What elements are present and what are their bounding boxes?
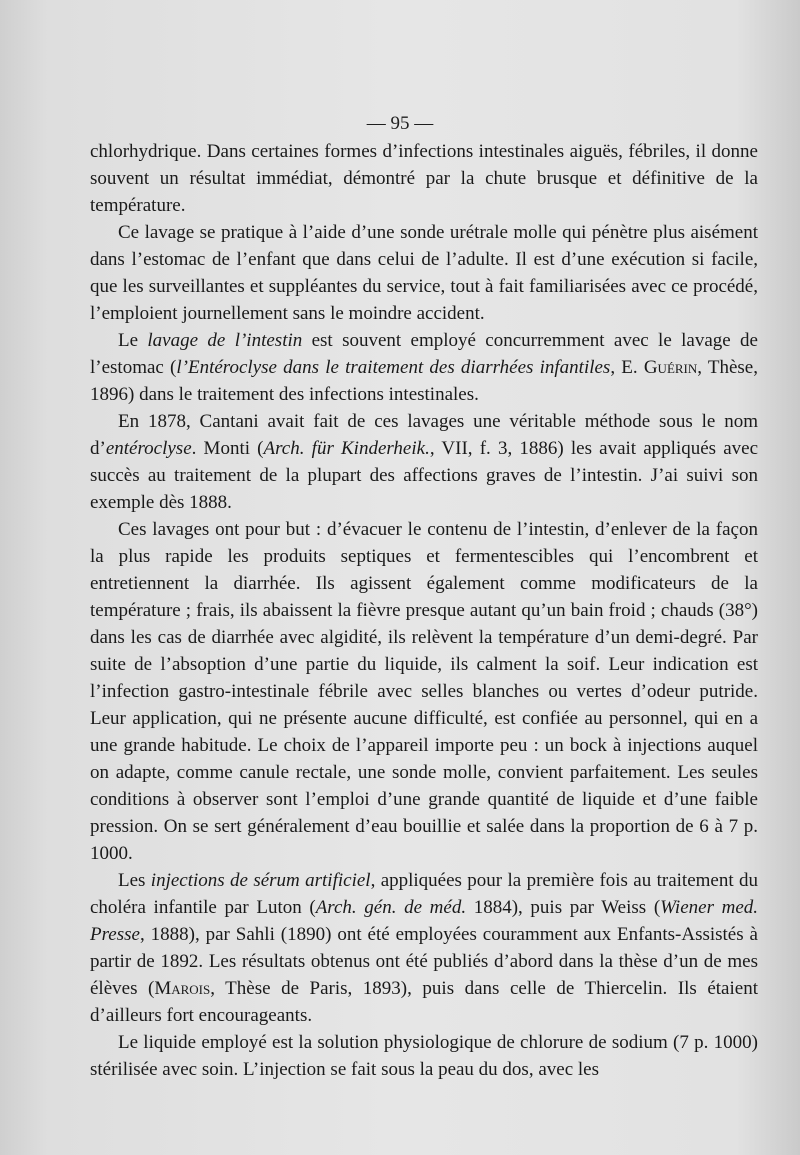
italic-text: Wiener med. Presse: [90, 897, 759, 945]
paragraph: [90, 327, 758, 408]
text-run: 1884), puis par Weiss (: [466, 897, 661, 918]
paragraph: [90, 867, 758, 1029]
text-run: Ce lavage se pratique à l’aide d’une sonde urétrale molle qui pénètre plus aisément dans l’estomac de l’enfant que dans celui de l’adulte. Il est d’une exécution si facile, que les surveillantes et suppléantes du service, tout à fait familiarisées avec ce procédé, l’emploient journellement sans le moindre accident.: [90, 222, 758, 324]
small-caps-name: Marois: [154, 978, 211, 999]
paragraph: [90, 138, 758, 219]
italic-text: injections de sérum artificiel: [150, 870, 371, 891]
text-run: Le liquide employé est la solution physiologique de chlorure de sodium (7 p. 1000) stérilisée avec soin. L’injection se fait sous la peau du dos, avec les: [90, 1032, 758, 1080]
italic-text: Arch. für Kinderheik.: [263, 438, 430, 459]
small-caps-name: Guérin: [643, 357, 698, 378]
text-run: , E.: [610, 357, 644, 378]
text-run: , Thèse de Paris, 1893), puis dans celle de Thiercelin. Ils étaient d’ailleurs fort encourageants.: [90, 978, 758, 1026]
text-run: chlorhydrique. Dans certaines formes d’infections intestinales aiguës, fébriles, il donne souvent un résultat immédiat, démontré par la chute brusque et définitive de la température.: [90, 141, 758, 216]
paragraph: [90, 408, 758, 516]
text-run: , Thèse, 1896) dans le traitement des infections intestinales.: [90, 357, 758, 405]
italic-text: entéroclyse: [105, 438, 192, 459]
body-text: [90, 138, 758, 1083]
paragraph: [90, 1029, 758, 1083]
text-run: est souvent employé concurremment avec le lavage de l’estomac (: [90, 330, 758, 378]
italic-text: Arch. gén. de méd.: [315, 897, 467, 918]
text-run: Ces lavages ont pour but : d’évacuer le contenu de l’intestin, d’enlever de la façon la plus rapide les produits septiques et fermentescibles qui l’encombrent et entretiennent la diarrhée. Ils agissent également comme modificateurs de la température ; frais, ils abaissent la fièvre presque autant qu’un bain froid ; chauds (38°) dans les cas de diarrhée avec algidité, ils relèvent la température d’un demi-degré. Par suite de l’absoption d’une partie du liquide, ils calment la soif. Leur indication est l’infection gastro-intestinale fébrile avec selles blanches ou vertes d’odeur putride. Leur application, qui ne présente aucune difficulté, est confiée au personnel, qui en a une grande habitude. Le choix de l’appareil importe peu : un bock à injections auquel on adapte, comme canule rectale, une sonde molle, convient parfaitement. Les seules conditions à observer sont l’emploi d’une grande quantité de liquide et d’une faible pression. On se sert généralement d’eau bouillie et salée dans la proportion de 6 à 7 p. 1000.: [90, 519, 758, 864]
text-run: Les: [118, 870, 151, 891]
text-run: , appliquées pour la première fois au traitement du choléra infantile par Luton (: [90, 870, 758, 918]
text-run: , 1888), par Sahli (1890) ont été employées couramment aux Enfants-Assistés à partir de 1892. Les résultats obtenus ont été publiés d’abord dans la thèse d’un de mes élèves (: [90, 924, 758, 999]
paragraph: [90, 219, 758, 327]
text-run: , VII, f. 3, 1886) les avait appliqués avec succès au traitement de la plupart des affections graves de l’intestin. J’ai suivi son exemple dès 1888.: [90, 438, 759, 513]
paragraph: [90, 516, 758, 867]
text-run: Le: [118, 330, 148, 351]
italic-text: l’Entéroclyse dans le traitement des diarrhées infantiles: [176, 357, 611, 378]
italic-text: lavage de l’intestin: [147, 330, 303, 351]
page-number: — 95 —: [366, 113, 434, 134]
text-run: En 1878, Cantani avait fait de ces lavages une véritable méthode sous le nom d’: [90, 411, 758, 459]
text-run: . Monti (: [191, 438, 264, 459]
